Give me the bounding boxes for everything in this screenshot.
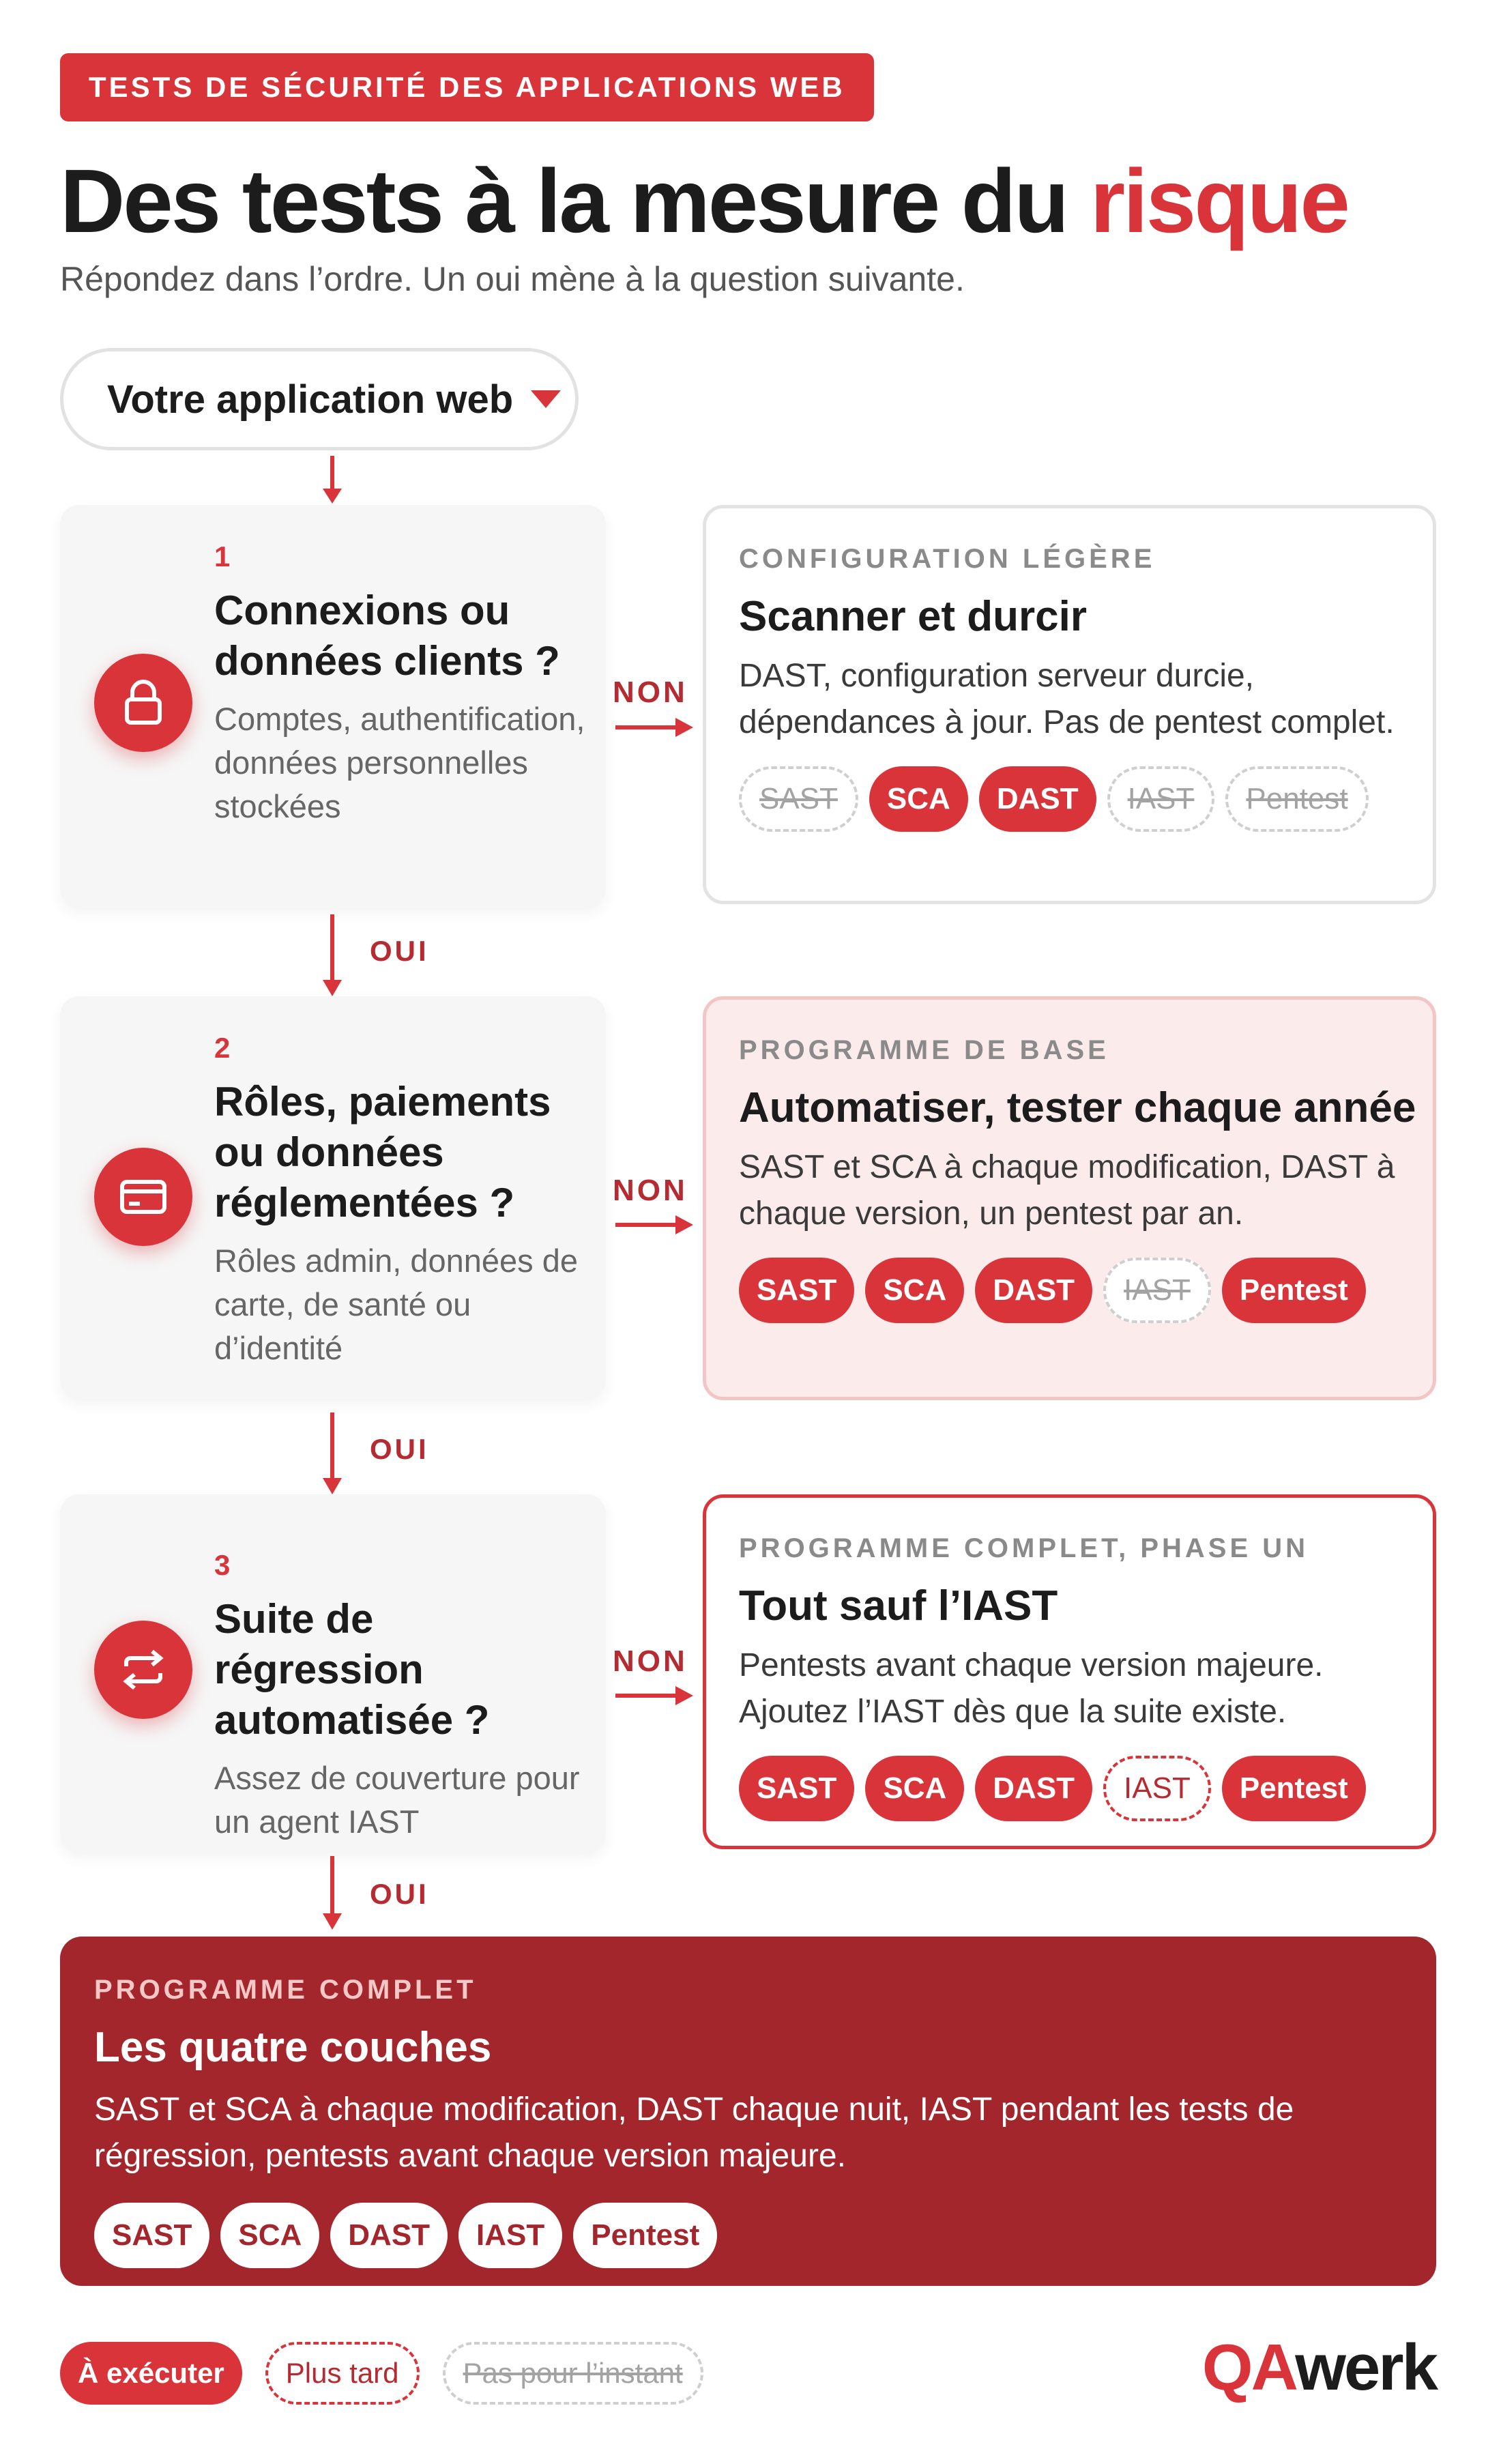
arrow-right-icon — [615, 1211, 695, 1238]
tag-list — [739, 1756, 1400, 1821]
arrow-right-icon — [615, 714, 695, 741]
tag-sca: SCA — [869, 766, 968, 832]
result-kicker: PROGRAMME DE BASE — [739, 1035, 1109, 1065]
tag-dast: DAST — [979, 766, 1096, 832]
tag-sast: SAST — [739, 766, 858, 832]
section-eyebrow: TESTS DE SÉCURITÉ DES APPLICATIONS WEB — [60, 53, 874, 121]
tag-sast: SAST — [739, 1258, 854, 1323]
legend-run: À exécuter — [60, 2342, 242, 2405]
tag-sca: SCA — [865, 1258, 964, 1323]
result-kicker: PROGRAMME COMPLET, PHASE UN — [739, 1533, 1309, 1563]
tag-dast: DAST — [330, 2203, 448, 2268]
result-kicker: CONFIGURATION LÉGÈRE — [739, 544, 1156, 574]
result-title: Automatiser, tester chaque année — [739, 1084, 1416, 1131]
legend-not-now: Pas pour l’instant — [443, 2342, 703, 2405]
result-card-light — [703, 505, 1436, 904]
logo-werk: werk — [1295, 2331, 1436, 2404]
question-title: Connexions ou données clients ? — [214, 588, 560, 684]
arrow-down-icon — [317, 1412, 347, 1497]
tag-iast: IAST — [1107, 766, 1215, 832]
question-number: 3 — [214, 1549, 231, 1581]
result-card-basic — [703, 996, 1436, 1400]
brand-logo — [1202, 2330, 1436, 2405]
result-title: Les quatre couches — [94, 2024, 492, 2071]
arrow-right-icon — [615, 1682, 695, 1709]
tag-sast: SAST — [739, 1756, 854, 1821]
title-accent: risque — [1090, 151, 1348, 251]
tag-sca: SCA — [220, 2203, 319, 2268]
result-description: DAST, configuration serveur durcie, dépendances à jour. Pas de pentest complet. — [739, 658, 1395, 740]
tag-dast: DAST — [975, 1258, 1092, 1323]
question-card-2 — [60, 996, 606, 1399]
yes-label: OUI — [370, 1433, 429, 1465]
tag-sast: SAST — [94, 2203, 209, 2268]
result-description: Pentests avant chaque version majeure. Ajoutez l’IAST dès que la suite existe. — [739, 1647, 1324, 1730]
tag-pentest: Pentest — [573, 2203, 717, 2268]
repeat-arrows-icon — [94, 1621, 192, 1719]
tag-iast: IAST — [458, 2203, 562, 2268]
tag-iast: IAST — [1103, 1258, 1211, 1323]
tag-list — [739, 766, 1400, 832]
question-card-1 — [60, 505, 606, 908]
question-title: Rôles, paiements ou données réglementées ? — [214, 1079, 551, 1226]
tag-sca: SCA — [865, 1756, 964, 1821]
question-description: Assez de couverture pour un agent IAST — [214, 1760, 580, 1840]
lock-icon — [94, 654, 192, 752]
result-title: Scanner et durcir — [739, 593, 1087, 640]
question-description: Rôles admin, données de carte, de santé ou d’identité — [214, 1243, 579, 1366]
question-number: 1 — [214, 540, 231, 572]
arrow-down-icon — [317, 914, 347, 999]
tag-list — [94, 2203, 1402, 2268]
logo-qa: QA — [1201, 2331, 1296, 2404]
start-label: Votre application web — [107, 377, 514, 422]
yes-label: OUI — [370, 1878, 429, 1910]
result-description: SAST et SCA à chaque modification, DAST chaque nuit, IAST pendant les tests de régression, pentests avant chaque version majeure. — [94, 2091, 1294, 2174]
question-card-3 — [60, 1494, 606, 1853]
no-label: NON — [613, 1174, 688, 1207]
result-title: Tout sauf l’IAST — [739, 1582, 1058, 1629]
result-kicker: PROGRAMME COMPLET — [94, 1975, 477, 2005]
page-title — [60, 147, 1348, 256]
start-node — [60, 348, 579, 450]
tag-pentest: Pentest — [1225, 766, 1368, 832]
tag-pentest: Pentest — [1222, 1756, 1366, 1821]
arrow-down-icon — [317, 456, 347, 506]
yes-label: OUI — [370, 935, 429, 967]
no-label: NON — [613, 676, 688, 709]
question-number: 2 — [214, 1032, 231, 1064]
result-card-phase-one — [703, 1494, 1436, 1849]
tag-dast: DAST — [975, 1756, 1092, 1821]
credit-card-icon — [94, 1148, 192, 1246]
legend-later: Plus tard — [265, 2342, 420, 2405]
page-subtitle: Répondez dans l’ordre. Un oui mène à la question suivante. — [60, 260, 965, 298]
no-label: NON — [613, 1644, 688, 1678]
result-description: SAST et SCA à chaque modification, DAST à chaque version, un pentest par an. — [739, 1149, 1395, 1232]
question-description: Comptes, authentification, données personnelles stockées — [214, 701, 585, 824]
tag-pentest: Pentest — [1222, 1258, 1366, 1323]
title-main: Des tests à la mesure du — [60, 151, 1068, 251]
result-card-complete — [60, 1937, 1436, 2286]
tag-list — [739, 1258, 1400, 1323]
tag-iast: IAST — [1103, 1756, 1211, 1821]
question-title: Suite de régression automatisée ? — [214, 1596, 490, 1743]
arrow-down-icon — [317, 1856, 347, 1932]
legend — [60, 2342, 703, 2405]
triangle-down-icon — [531, 390, 561, 408]
